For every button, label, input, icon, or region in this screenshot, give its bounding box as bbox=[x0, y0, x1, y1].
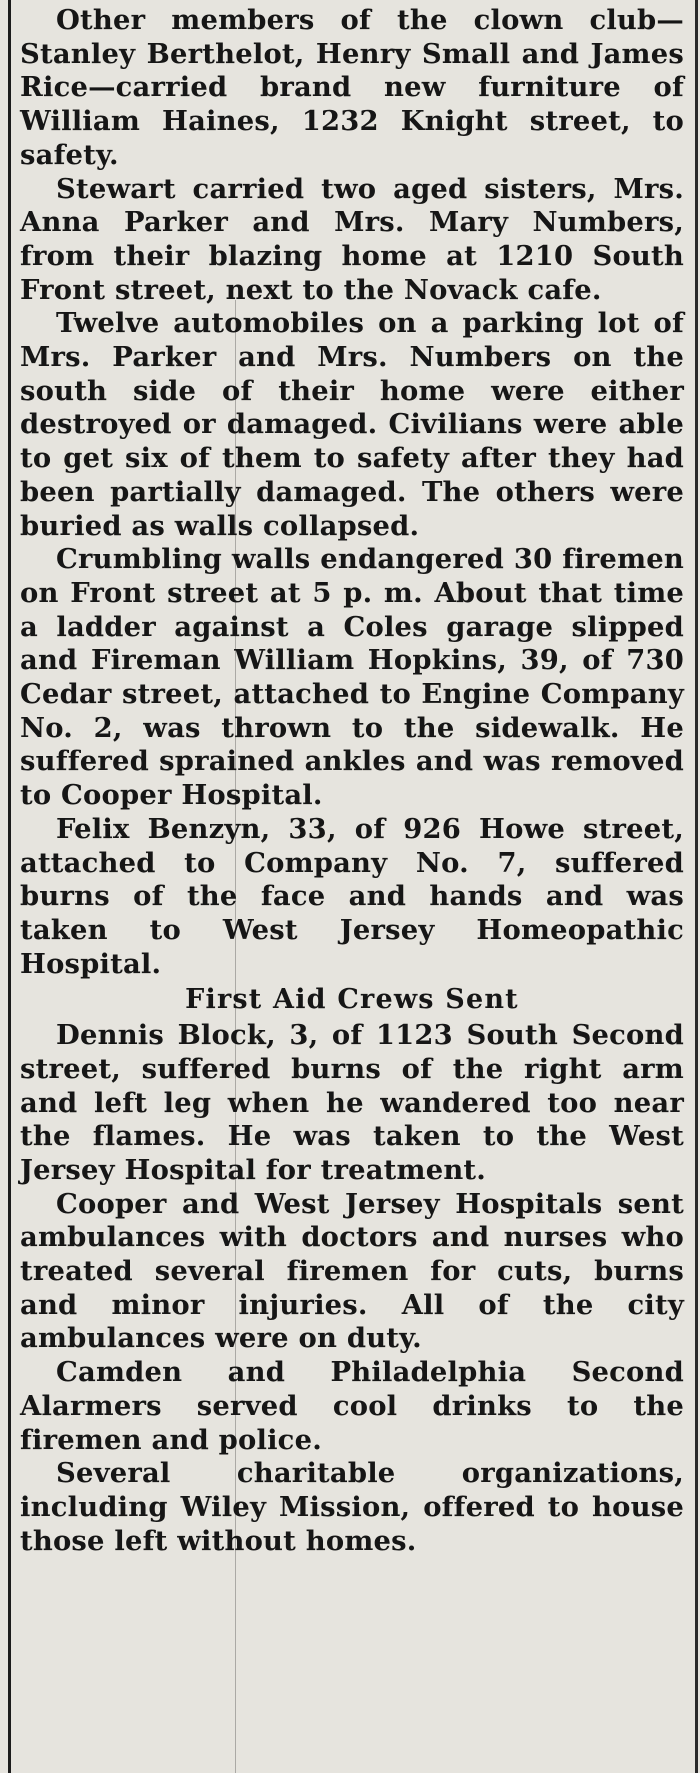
paragraph-ambulances: Cooper and West Jersey Hospitals sent ambulances with doctors and nurses who treated several firemen for cuts, burns and minor injuries. All of the city ambulances were on duty. bbox=[20, 1187, 684, 1355]
paragraph-second-alarmers: Camden and Philadelphia Second Alarmers served cool drinks to the firemen and police. bbox=[20, 1356, 684, 1456]
article-column bbox=[20, 4, 684, 1558]
paragraph-felix-benzyn: Felix Benzyn, 33, of 926 Howe street, attached to Company No. 7, suffered burns of the face and hands and was taken to West Jersey Homeopathic Hospital. bbox=[20, 812, 684, 980]
subhead: First Aid Crews Sent bbox=[185, 984, 519, 1016]
column-rule-right bbox=[695, 0, 698, 1773]
paragraph-aged-sisters: Stewart carried two aged sisters, Mrs. Anna Parker and Mrs. Mary Numbers, from their blazing home at 1210 South Front street, next to the Novack cafe. bbox=[20, 172, 684, 306]
paragraph-automobiles: Twelve automobiles on a parking lot of Mrs. Parker and Mrs. Numbers on the south side of their home were either destroyed or damaged. Civilians were able to get six of them to safety after they had been partially damaged. The others were buried as walls collapsed. bbox=[20, 307, 684, 542]
paragraph-crumbling-walls: Crumbling walls endangered 30 firemen on Front street at 5 p. m. About that time a ladder against a Coles garage slipped and Fireman William Hopkins, 39, of 730 Cedar street, attached to Engine Company No. 2, was thrown to the sidewalk. He suffered sprained ankles and was removed to Cooper Hospital. bbox=[20, 543, 684, 812]
paragraph-clown-club: Other members of the clown club—Stanley Berthelot, Henry Small and James Rice—carried brand new furniture of William Haines, 1232 Knight street, to safety. bbox=[20, 4, 684, 171]
column-rule-left bbox=[8, 0, 11, 1773]
paragraph-dennis-block: Dennis Block, 3, of 1123 South Second street, suffered burns of the right arm and left leg when he wandered too near the flames. He was taken to the West Jersey Hospital for treatment. bbox=[20, 1019, 684, 1186]
paragraph-charitable-organizations: Several charitable organizations, including Wiley Mission, offered to house those left without homes. bbox=[20, 1457, 684, 1557]
